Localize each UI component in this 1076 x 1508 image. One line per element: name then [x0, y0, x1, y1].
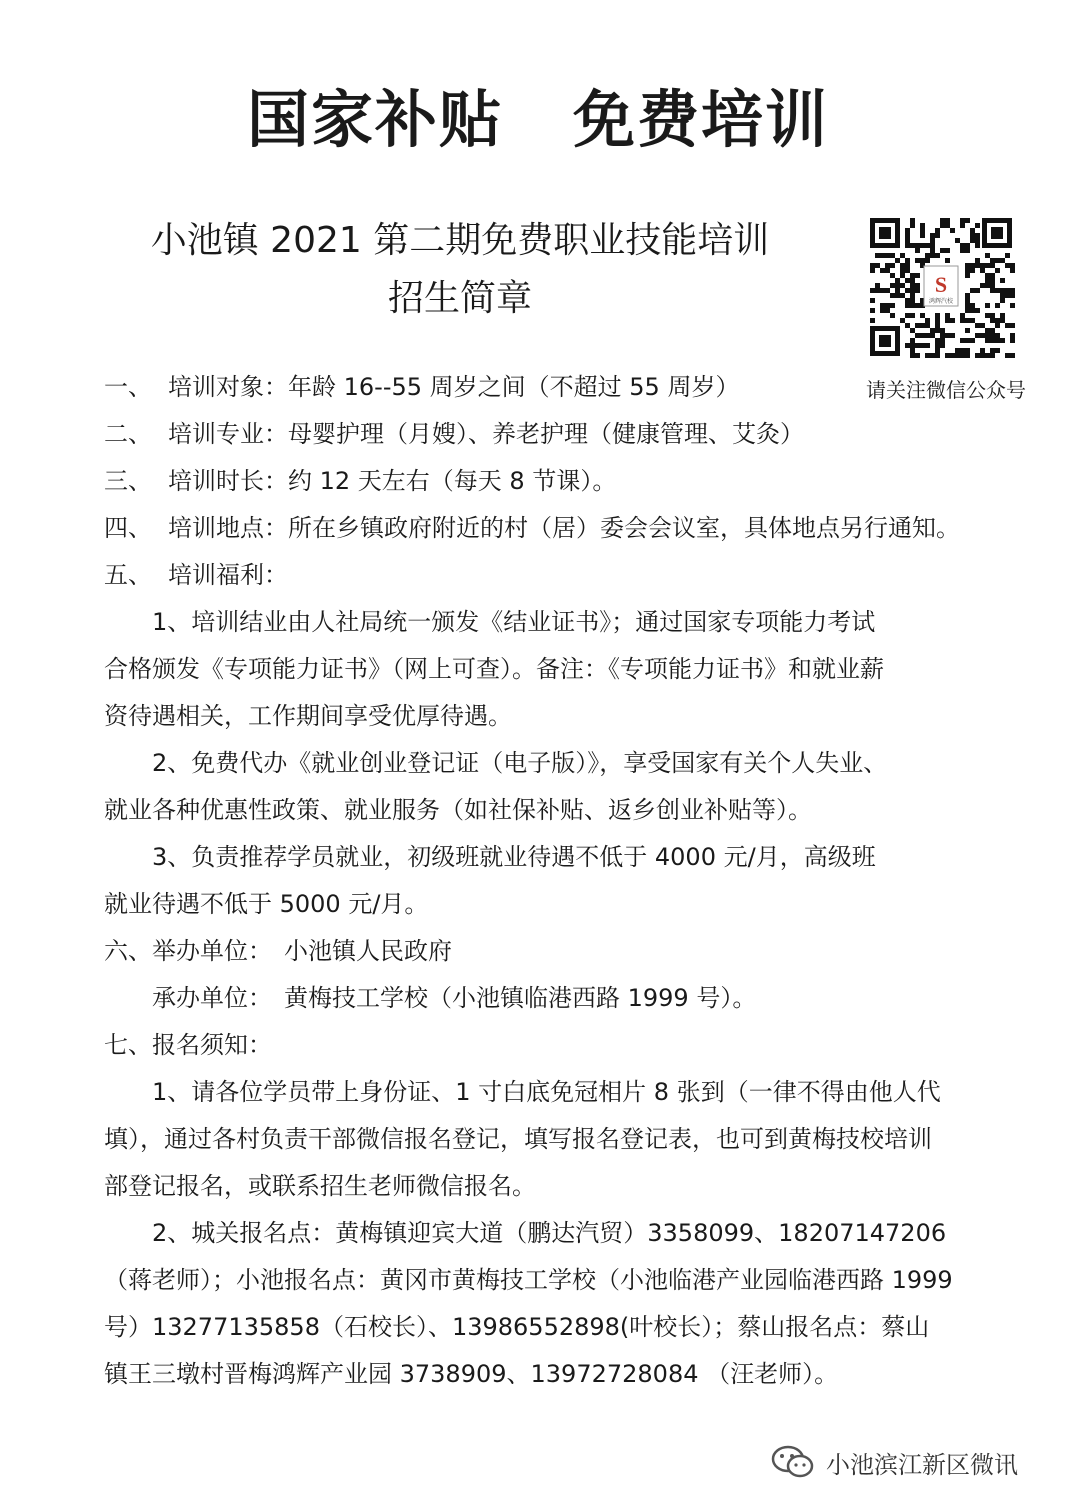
- banner-left: 国家补贴: [246, 83, 503, 156]
- qr-module: [945, 218, 950, 223]
- qr-module: [910, 328, 915, 333]
- qr-module: [910, 293, 915, 298]
- qr-module: [985, 353, 990, 358]
- qr-module: [990, 278, 995, 283]
- qr-module: [885, 308, 890, 313]
- list-item-text: 培训地点：所在乡镇政府附近的村（居）委会会议室，具体地点另行通知。: [168, 514, 960, 542]
- qr-module: [960, 313, 965, 318]
- list-item: [104, 372, 739, 402]
- qr-module: [970, 303, 975, 308]
- benefit-line: 资待遇相关，工作期间享受优厚待遇。: [104, 702, 512, 730]
- qr-module: [885, 253, 890, 258]
- qr-module: [915, 333, 920, 338]
- qr-module: [870, 263, 875, 268]
- qr-module: [960, 218, 965, 223]
- qr-module: [935, 323, 940, 328]
- qr-module: [995, 318, 1000, 323]
- qr-module: [985, 283, 990, 288]
- qr-module: [965, 273, 970, 278]
- qr-module: [910, 278, 915, 283]
- qr-module: [990, 313, 995, 318]
- qr-module: [875, 283, 880, 288]
- qr-finder-top-left: [870, 218, 900, 248]
- qr-module: [945, 313, 950, 318]
- qr-module: [870, 298, 875, 303]
- qr-module: [965, 303, 970, 308]
- qr-module: [965, 308, 970, 313]
- qr-module: [970, 228, 975, 233]
- qr-module: [985, 313, 990, 318]
- benefit-line: 3、负责推荐学员就业，初级班就业待遇不低于 4000 元/月，高级班: [104, 843, 876, 871]
- qr-module: [985, 263, 990, 268]
- list-item-number: 五、: [104, 561, 152, 589]
- qr-module: [990, 258, 995, 263]
- qr-module: [990, 338, 995, 343]
- qr-module: [895, 283, 900, 288]
- qr-module: [970, 233, 975, 238]
- qr-module: [910, 283, 915, 288]
- benefit-line: 就业待遇不低于 5000 元/月。: [104, 890, 429, 918]
- qr-module: [915, 303, 920, 308]
- notice-line: 镇王三墩村晋梅鸿辉产业园 3738909、13972728084 （汪老师）。: [104, 1360, 839, 1388]
- qr-module: [970, 288, 975, 293]
- qr-module: [975, 243, 980, 248]
- doc-title-line1: 小池镇 2021 第二期免费职业技能培训: [150, 220, 770, 261]
- qr-module: [905, 278, 910, 283]
- qr-module: [910, 348, 915, 353]
- qr-module: [995, 348, 1000, 353]
- qr-module: [975, 333, 980, 338]
- qr-module: [1010, 353, 1015, 358]
- notice-line: 填），通过各村负责干部微信报名登记，填写报名登记表，也可到黄梅技校培训: [104, 1125, 932, 1153]
- qr-module: [890, 313, 895, 318]
- qr-module: [920, 243, 925, 248]
- qr-module: [885, 288, 890, 293]
- qr-module: [980, 353, 985, 358]
- qr-module: [995, 338, 1000, 343]
- qr-module: [950, 333, 955, 338]
- qr-module: [930, 233, 935, 238]
- qr-module: [1005, 288, 1010, 293]
- qr-module: [980, 348, 985, 353]
- qr-module: [915, 343, 920, 348]
- qr-module: [985, 338, 990, 343]
- qr-module: [915, 248, 920, 253]
- qr-module: [985, 253, 990, 258]
- qr-module: [915, 288, 920, 293]
- qr-module: [895, 278, 900, 283]
- qr-module: [965, 353, 970, 358]
- qr-module: [975, 233, 980, 238]
- qr-module: [1005, 353, 1010, 358]
- qr-module: [870, 268, 875, 273]
- qr-module: [980, 333, 985, 338]
- qr-module: [1000, 278, 1005, 283]
- qr-module: [975, 263, 980, 268]
- qr-module: [905, 288, 910, 293]
- qr-module: [905, 343, 910, 348]
- list-item: [104, 419, 804, 449]
- qr-module: [900, 268, 905, 273]
- qr-module: [1000, 318, 1005, 323]
- qr-module: [895, 288, 900, 293]
- qr-module: [945, 258, 950, 263]
- qr-module: [900, 263, 905, 268]
- qr-module: [935, 318, 940, 323]
- qr-module: [890, 273, 895, 278]
- qr-module: [925, 318, 930, 323]
- qr-module: [925, 333, 930, 338]
- qr-module: [975, 238, 980, 243]
- qr-module: [945, 223, 950, 228]
- list-item-text: 培训对象：年龄 16--55 周岁之间（不超过 55 周岁）: [168, 373, 740, 401]
- organizer-line: 六、举办单位： 小池镇人民政府: [104, 937, 452, 965]
- qr-module: [980, 268, 985, 273]
- qr-module: [870, 318, 875, 323]
- list-item: [104, 513, 960, 543]
- qr-module: [935, 253, 940, 258]
- qr-module: [1010, 333, 1015, 338]
- qr-module: [985, 333, 990, 338]
- qr-module: [915, 258, 920, 263]
- qr-module: [910, 288, 915, 293]
- qr-module: [945, 353, 950, 358]
- qr-module: [965, 328, 970, 333]
- qr-module: [910, 223, 915, 228]
- qr-module: [995, 323, 1000, 328]
- qr-module: [920, 233, 925, 238]
- notice-line: 部登记报名，或联系招生老师微信报名。: [104, 1172, 536, 1200]
- qr-module: [885, 263, 890, 268]
- qr-module: [975, 288, 980, 293]
- qr-module: [935, 228, 940, 233]
- qr-module: [935, 233, 940, 238]
- qr-module: [1000, 298, 1005, 303]
- qr-module: [935, 313, 940, 318]
- qr-module: [960, 243, 965, 248]
- qr-module: [945, 248, 950, 253]
- qr-module: [905, 303, 910, 308]
- qr-module: [1005, 293, 1010, 298]
- qr-module: [935, 348, 940, 353]
- qr-module: [950, 353, 955, 358]
- qr-module: [925, 343, 930, 348]
- qr-module: [965, 338, 970, 343]
- qr-module: [895, 293, 900, 298]
- qr-module: [965, 248, 970, 253]
- qr-module: [925, 243, 930, 248]
- qr-module: [1010, 268, 1015, 273]
- qr-module: [905, 313, 910, 318]
- qr-module: [965, 348, 970, 353]
- qr-module: [935, 328, 940, 333]
- qr-finder-bottom-left: [870, 326, 900, 356]
- qr-module: [905, 268, 910, 273]
- qr-module: [940, 343, 945, 348]
- qr-module: [915, 273, 920, 278]
- qr-module: [890, 303, 895, 308]
- qr-module: [1010, 293, 1015, 298]
- benefit-line: 合格颁发《专项能力证书》（网上可查）。备注：《专项能力证书》和就业薪: [104, 655, 884, 683]
- qr-module: [940, 333, 945, 338]
- qr-module: [915, 283, 920, 288]
- qr-module: [920, 228, 925, 233]
- qr-module: [915, 243, 920, 248]
- qr-logo-text: 鸿辉汽校: [928, 298, 954, 305]
- qr-module: [990, 288, 995, 293]
- qr-module: [965, 318, 970, 323]
- qr-module: [920, 258, 925, 263]
- qr-module: [1000, 338, 1005, 343]
- qr-module: [880, 268, 885, 273]
- qr-module: [995, 258, 1000, 263]
- notice-line: 2、城关报名点：黄梅镇迎宾大道（鹏达汽贸）3358099、18207147206: [104, 1219, 947, 1247]
- qr-module: [1010, 338, 1015, 343]
- qr-module: [905, 298, 910, 303]
- qr-module: [970, 338, 975, 343]
- qr-module: [965, 218, 970, 223]
- qr-module: [975, 323, 980, 328]
- qr-module: [950, 318, 955, 323]
- qr-module: [960, 353, 965, 358]
- qr-module: [930, 253, 935, 258]
- qr-module: [915, 323, 920, 328]
- qr-module: [950, 228, 955, 233]
- qr-finder-top-right: [982, 218, 1012, 248]
- qr-module: [885, 268, 890, 273]
- qr-module: [900, 253, 905, 258]
- qr-module: [910, 353, 915, 358]
- banner-right: 免费培训: [573, 83, 830, 156]
- qr-module: [975, 353, 980, 358]
- qr-module: [965, 268, 970, 273]
- qr-module: [1010, 263, 1015, 268]
- qr-caption: 请关注微信公众号: [866, 378, 1026, 402]
- qr-module: [980, 263, 985, 268]
- qr-module: [900, 293, 905, 298]
- qr-module: [880, 253, 885, 258]
- list-item: [104, 466, 616, 496]
- qr-module: [930, 238, 935, 243]
- qr-module: [990, 283, 995, 288]
- qr-module: [870, 288, 875, 293]
- qr-module: [940, 328, 945, 333]
- qr-module: [970, 308, 975, 313]
- qr-module: [930, 248, 935, 253]
- wechat-icon: [770, 1444, 816, 1480]
- qr-module: [945, 333, 950, 338]
- qr-module: [960, 248, 965, 253]
- benefit-line: 就业各种优惠性政策、就业服务（如社保补贴、返乡创业补贴等）。: [104, 796, 812, 824]
- qr-module: [985, 273, 990, 278]
- qr-module: [910, 218, 915, 223]
- qr-module: [920, 313, 925, 318]
- qr-module: [1005, 323, 1010, 328]
- qr-module: [975, 308, 980, 313]
- qr-module: [1000, 293, 1005, 298]
- qr-module: [1000, 258, 1005, 263]
- co-organizer-line: 承办单位： 黄梅技工学校（小池镇临港西路 1999 号）。: [104, 984, 757, 1012]
- list-item: [104, 560, 288, 590]
- qr-module: [995, 288, 1000, 293]
- qr-module: [940, 223, 945, 228]
- qr-module: [925, 258, 930, 263]
- qr-module: [980, 323, 985, 328]
- qr-module: [995, 333, 1000, 338]
- list-item-number: 一、: [104, 373, 152, 401]
- qr-module: [990, 333, 995, 338]
- notice-line: 号）13277135858（石校长）、13986552898(叶校长）；蔡山报名点：蔡山: [104, 1313, 930, 1341]
- qr-module: [970, 268, 975, 273]
- qr-module: [875, 288, 880, 293]
- list-item-number: 二、: [104, 420, 152, 448]
- qr-module: [870, 308, 875, 313]
- qr-module: [880, 308, 885, 313]
- qr-module: [910, 313, 915, 318]
- list-item-number: 三、: [104, 467, 152, 495]
- qr-module: [990, 263, 995, 268]
- qr-module: [910, 273, 915, 278]
- qr-module: [920, 223, 925, 228]
- qr-module: [970, 263, 975, 268]
- qr-module: [925, 323, 930, 328]
- qr-module: [920, 323, 925, 328]
- qr-module: [980, 283, 985, 288]
- qr-module: [925, 253, 930, 258]
- qr-module: [965, 243, 970, 248]
- qr-module: [1000, 313, 1005, 318]
- qr-module: [910, 338, 915, 343]
- qr-module: [930, 243, 935, 248]
- qr-module: [890, 263, 895, 268]
- qr-module: [890, 283, 895, 288]
- qr-logo-letter: S: [934, 272, 948, 297]
- qr-module: [990, 318, 995, 323]
- qr-module: [965, 293, 970, 298]
- doc-title-line2: 招生简章: [387, 278, 532, 319]
- qr-module: [1010, 288, 1015, 293]
- qr-module: [905, 263, 910, 268]
- qr-module: [895, 258, 900, 263]
- qr-module: [935, 343, 940, 348]
- qr-module: [995, 303, 1000, 308]
- notice-line: （蒋老师）；小池报名点：黄冈市黄梅技工学校（小池临港产业园临港西路 1999: [104, 1266, 953, 1294]
- qr-module: [930, 353, 935, 358]
- qr-module: [890, 293, 895, 298]
- qr-module: [1000, 288, 1005, 293]
- qr-module: [960, 338, 965, 343]
- benefit-line: 1、培训结业由人社局统一颁发《结业证书》；通过国家专项能力考试: [104, 608, 876, 636]
- qr-module: [905, 233, 910, 238]
- qr-module: [960, 223, 965, 228]
- qr-module: [905, 323, 910, 328]
- qr-module: [970, 318, 975, 323]
- qr-module: [915, 353, 920, 358]
- qr-module: [975, 258, 980, 263]
- qr-module: [905, 228, 910, 233]
- qr-module: [945, 318, 950, 323]
- qr-module: [935, 338, 940, 343]
- list-item-text: 培训福利：: [168, 561, 288, 589]
- notice-line: 1、请各位学员带上身份证、1 寸白底免冠相片 8 张到（一律不得由他人代: [104, 1078, 941, 1106]
- qr-module: [990, 353, 995, 358]
- notice-title: 七、报名须知：: [104, 1031, 272, 1059]
- qr-module: [920, 343, 925, 348]
- banner-title: [0, 70, 1076, 159]
- qr-module: [965, 298, 970, 303]
- qr-module: [875, 263, 880, 268]
- qr-module: [1010, 323, 1015, 328]
- qr-module: [975, 223, 980, 228]
- list-item-text: 培训专业：母婴护理（月嫂）、养老护理（健康管理、艾灸）: [168, 420, 804, 448]
- qr-module: [875, 253, 880, 258]
- qr-module: [990, 273, 995, 278]
- qr-module: [905, 238, 910, 243]
- qr-module: [910, 243, 915, 248]
- qr-module: [985, 328, 990, 333]
- benefit-line: 2、免费代办《就业创业登记证（电子版）》，享受国家有关个人失业、: [104, 749, 888, 777]
- qr-module: [955, 353, 960, 358]
- footer-account: 小池滨江新区微讯: [826, 1450, 1018, 1479]
- qr-module: [905, 243, 910, 248]
- qr-module: [880, 303, 885, 308]
- list-item-text: 培训时长：约 12 天左右（每天 8 节课）。: [168, 467, 617, 495]
- qr-module: [890, 253, 895, 258]
- qr-module: [1010, 303, 1015, 308]
- qr-module: [985, 278, 990, 283]
- qr-module: [1005, 263, 1010, 268]
- qr-module: [955, 348, 960, 353]
- qr-module: [900, 318, 905, 323]
- qr-module: [985, 303, 990, 308]
- qr-module: [930, 333, 935, 338]
- qr-module: [905, 258, 910, 263]
- qr-module: [970, 238, 975, 243]
- qr-module: [880, 288, 885, 293]
- qr-module: [935, 353, 940, 358]
- qr-module: [965, 263, 970, 268]
- qr-module: [960, 348, 965, 353]
- footer-watermark: [770, 1444, 1018, 1480]
- qr-module: [930, 328, 935, 333]
- qr-module: [910, 343, 915, 348]
- qr-module: [900, 283, 905, 288]
- qr-module: [940, 218, 945, 223]
- qr-module: [1005, 253, 1010, 258]
- qr-code: [866, 214, 1016, 360]
- list-item-number: 四、: [104, 514, 152, 542]
- qr-module: [990, 348, 995, 353]
- qr-module: [960, 318, 965, 323]
- qr-module: [940, 338, 945, 343]
- qr-module: [995, 268, 1000, 273]
- qr-module: [885, 303, 890, 308]
- qr-module: [955, 238, 960, 243]
- qr-module: [900, 273, 905, 278]
- qr-module: [925, 353, 930, 358]
- qr-module: [920, 333, 925, 338]
- qr-module: [910, 298, 915, 303]
- qr-module: [910, 303, 915, 308]
- qr-module: [990, 328, 995, 333]
- qr-module: [940, 248, 945, 253]
